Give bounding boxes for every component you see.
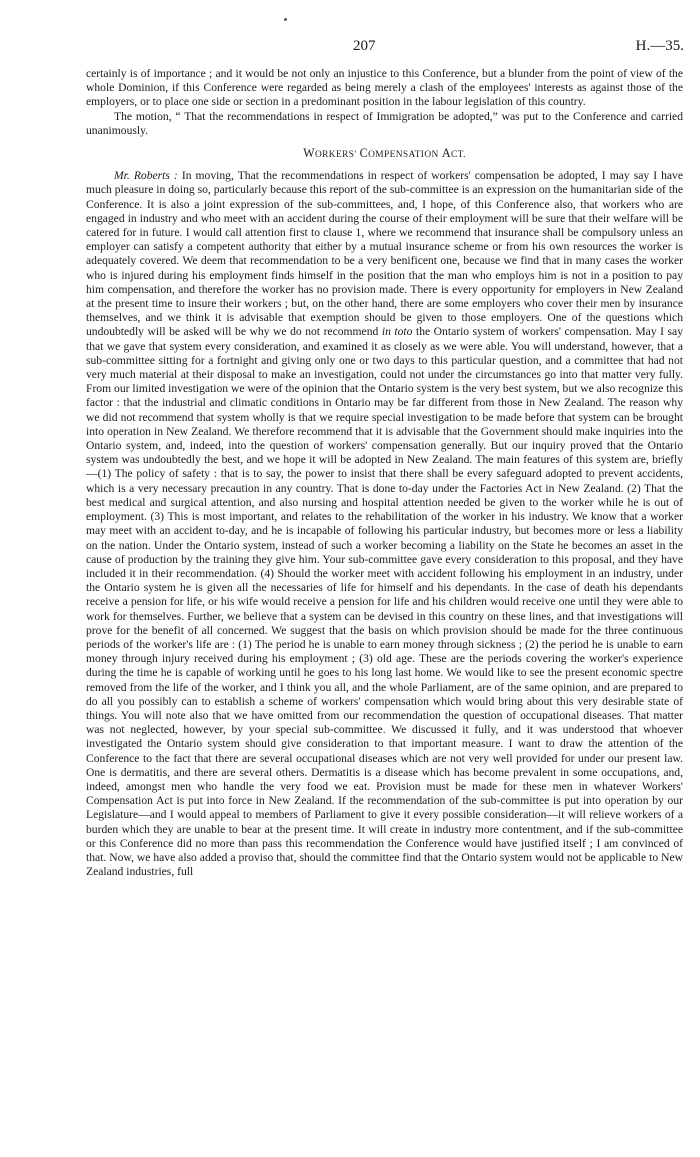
page-header bbox=[88, 38, 684, 60]
heading-rest-act: CT. bbox=[450, 150, 466, 161]
document-reference: H.—35. bbox=[635, 38, 684, 54]
section-heading bbox=[86, 146, 683, 162]
speaker-name: Mr. Roberts : bbox=[114, 169, 178, 183]
heading-rest-compensation: OMPENSATION bbox=[368, 150, 439, 161]
page-number: 207 bbox=[353, 38, 376, 54]
speech-text-part-2: the Ontario system of workers' compensation. May I say that we gave that system every consideration, and examined it as closely as we were able. You will understand, however, that a sub-committee sitting for a fortnight and giving only one or two days to this particular question, and a committee that had not very much material at their disposal to make an investigation, could not under the circumstances go into that matter very fully. From our limited investigation we were of the opinion that the Ontario system is the very best system, but we also recognize this factor : that the industrial and climatic conditions in Ontario may be far different from those in New Zealand. The reason why we did not recommend that system wholly is that we require special investigation to be made before that system can be brought into operation in New Zealand. We therefore recommend that it is advisable that the Government should make inquiries into the Ontario system, and, indeed, into the question of workers' compensation generally. But our inquiry proved that the Ontario system was undoubtedly the best, and we hope it will be adopted in New Zealand. The main features of this system are, briefly—(1) The policy of safety : that is to say, the power to insist that there shall be every safeguard adopted to prevent accidents, which is a very necessary precaution in any country. That is done to-day under the Factories Act in New Zealand. (2) That the best medical and surgical attention, and also nursing and hospital attention needed be given to the worker while he is out of employment. (3) This is most important, and relates to the rehabilitation of the worker in his industry. We know that a worker may meet with an accident to-day, and he is incapable of following his particular industry, but becomes more or less a liability on the nation. Under the Ontario system, instead of such a worker becoming a liability on the State he becomes an asset in the cause of production by the training they give him. Your sub-committee gave every consideration to this proposal, and they have included it in their recommendation. (4) Should the worker meet with accident following his employment in an industry, under the Ontario system he is given all the necessaries of life for himself and his dependants. In the case of death his dependants receive a pension for life, or his wife would receive a pension for life and his children would receive one until they were able to work for themselves. Further, we believe that a system can be devised in this country on these lines, and that investigations will prove for the benefit of all concerned. We suggest that the basis on which provision should be made for the three continuous periods of the worker's life are : (1) The period he is unable to earn money through sickness ; (2) the period he is unable to earn money through injury received during his employment ; (3) old age. These are the periods covering the worker's experience during the time he is capable of working until he goes to his long last home. We would like to see the present economic spectre removed from the life of the worker, and I think you all, and the whole Parliament, are of the same opinion, and are prepared to do all you possibly can to establish a scheme of workers' compensation which would bring about this very desirable state of things. You will note also that we have omitted from our recommendation the question of occupational diseases. That matter was not neglected, however, by your special sub-committee. We discussed it fully, and it was understood that whoever investigated the Ontario system should give consideration to that important measure. I want to draw the attention of the Conference to the fact that there are several occupational diseases which are not very well provided for under our present law. One is dermatitis, and there are several others. Dermatitis is a disease which has become prevalent in some occupations, and, indeed, amongst men who handle the very food we eat. Provision must be made for these men in whatever Workers' Compensation Act is put into force in New Zealand. If the recommendation of the sub-committee is put into operation by our Legislature—and I would appeal to members of Parliament to give it every possible consideration—it will relieve workers of a burden which they are unable to bear at the present time. It will create in industry more contentment, and if the sub-committee or this Conference did no more than pass this recommendation the Conference would have justified itself ; I am convinced of that. Now, we have also added a proviso that, should the committee find that the Ontario system would not be applicable to New Zealand industries, full bbox=[86, 325, 684, 879]
heading-rest-workers: ORKERS' bbox=[314, 150, 357, 161]
heading-initial-w: W bbox=[303, 146, 315, 161]
body-text bbox=[86, 67, 683, 879]
speck-mark bbox=[284, 18, 287, 21]
latin-phrase: in toto bbox=[381, 325, 413, 339]
motion-paragraph: The motion, “ That the recommendations in respect of Immigration be adopted,” was put to the Conference and carried unanimously. bbox=[86, 109, 683, 137]
heading-initial-a: A bbox=[441, 146, 451, 161]
speech-text-part-1: In moving, That the recommendations in respect of workers' compensation be adopted, I may say I have much pleasure in doing so, particularly because this report of the sub-committee is an expression on the humanitarian side of the Conference. It is also a joint expression of the sub-committees, and, I hope, of this Conference also, that workers who are engaged in industry and who meet with an accident during the course of their employment will be sure that their welfare will be catered for in future. I would call attention first to clause 1, where we recommend that insurance shall be compulsory unless an employer can satisfy a competent authority that either by a mutual insurance scheme or from his own resources the worker is adequately covered. We deem that recommendation to be a very benificent one, because we find that in many cases the worker who is injured during his employment finds himself in the position that the man who employs him is not in a position to pay him compensation, and therefore the worker has no provision made. There is every opportunity for employers in New Zealand at the present time to insure their workers ; but, on the other hand, there are some employers who cover their men by insurance themselves, and we think it is advisable that exemption should be given to those employers. One of the questions which undoubtedly will be asked will be why we do not recommend bbox=[86, 169, 683, 339]
speech-paragraph bbox=[86, 169, 683, 879]
intro-paragraph: certainly is of importance ; and it would be not only an injustice to this Conference, but a blunder from the point of view of the whole Dominion, if this Conference were regarded as being merely a clash of the employees' interests as against those of the employers, or to place one side or section in a predominant position in the labour legislation of this country. bbox=[86, 67, 683, 109]
heading-initial-c: C bbox=[359, 146, 369, 161]
